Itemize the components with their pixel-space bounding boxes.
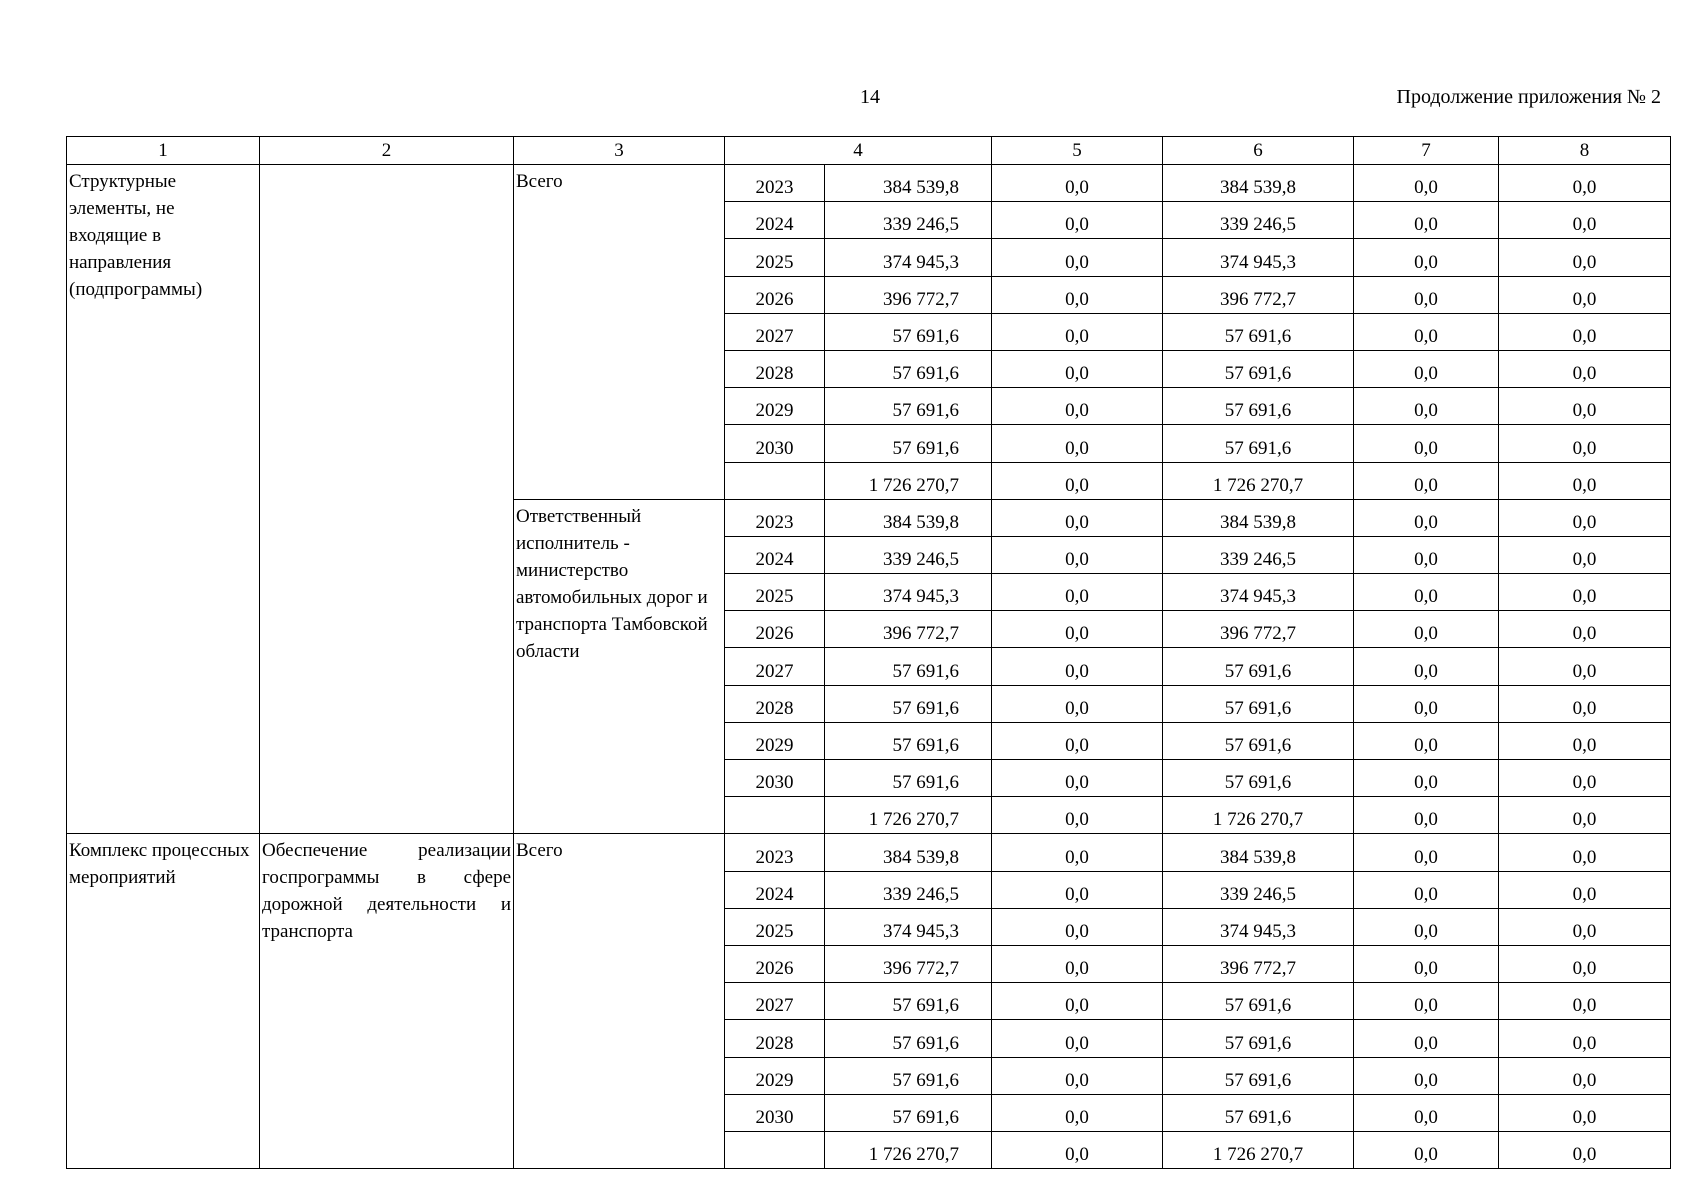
amount-col6-cell: 384 539,8 xyxy=(1163,165,1354,202)
year-cell xyxy=(725,1131,825,1168)
column-number: 2 xyxy=(260,137,514,165)
amount-total-cell: 57 691,6 xyxy=(825,760,992,797)
funding-group-label: Ответственный исполнитель - министерство автомобильных дорог и транспорта Тамбовской области xyxy=(514,499,725,834)
amount-total-cell: 396 772,7 xyxy=(825,945,992,982)
amount-col7-cell: 0,0 xyxy=(1354,165,1499,202)
amount-col7-cell: 0,0 xyxy=(1354,797,1499,834)
amount-col6-cell: 57 691,6 xyxy=(1163,1020,1354,1057)
amount-col8-cell: 0,0 xyxy=(1499,499,1671,536)
column-number: 6 xyxy=(1163,137,1354,165)
amount-col8-cell: 0,0 xyxy=(1499,1020,1671,1057)
amount-col7-cell: 0,0 xyxy=(1354,239,1499,276)
amount-col8-cell: 0,0 xyxy=(1499,685,1671,722)
year-cell: 2026 xyxy=(725,276,825,313)
amount-total-cell: 57 691,6 xyxy=(825,648,992,685)
year-cell: 2028 xyxy=(725,350,825,387)
year-cell: 2027 xyxy=(725,648,825,685)
amount-col7-cell: 0,0 xyxy=(1354,648,1499,685)
year-cell: 2025 xyxy=(725,574,825,611)
funding-group-label: Всего xyxy=(514,834,725,1169)
year-cell xyxy=(725,797,825,834)
amount-col8-cell: 0,0 xyxy=(1499,202,1671,239)
amount-total-cell: 396 772,7 xyxy=(825,611,992,648)
amount-total-cell: 57 691,6 xyxy=(825,685,992,722)
amount-col7-cell: 0,0 xyxy=(1354,871,1499,908)
column-number: 7 xyxy=(1354,137,1499,165)
amount-col5-cell: 0,0 xyxy=(992,350,1163,387)
amount-col5-cell: 0,0 xyxy=(992,1094,1163,1131)
amount-col7-cell: 0,0 xyxy=(1354,1057,1499,1094)
amount-total-cell: 57 691,6 xyxy=(825,1057,992,1094)
year-cell: 2028 xyxy=(725,685,825,722)
amount-col6-cell: 57 691,6 xyxy=(1163,350,1354,387)
year-cell: 2027 xyxy=(725,313,825,350)
funding-group-label: Всего xyxy=(514,165,725,500)
year-cell: 2029 xyxy=(725,388,825,425)
amount-col5-cell: 0,0 xyxy=(992,871,1163,908)
year-cell xyxy=(725,462,825,499)
table-row xyxy=(67,165,1671,202)
amount-col8-cell: 0,0 xyxy=(1499,239,1671,276)
table-row xyxy=(67,834,1671,871)
column-number: 1 xyxy=(67,137,260,165)
amount-col5-cell: 0,0 xyxy=(992,760,1163,797)
amount-total-cell: 374 945,3 xyxy=(825,574,992,611)
amount-col5-cell: 0,0 xyxy=(992,462,1163,499)
amount-col7-cell: 0,0 xyxy=(1354,202,1499,239)
year-cell: 2030 xyxy=(725,425,825,462)
year-cell: 2028 xyxy=(725,1020,825,1057)
amount-col5-cell: 0,0 xyxy=(992,425,1163,462)
amount-col6-cell: 396 772,7 xyxy=(1163,276,1354,313)
amount-col8-cell: 0,0 xyxy=(1499,760,1671,797)
amount-col8-cell: 0,0 xyxy=(1499,425,1671,462)
amount-col7-cell: 0,0 xyxy=(1354,945,1499,982)
amount-col8-cell: 0,0 xyxy=(1499,945,1671,982)
amount-col5-cell: 0,0 xyxy=(992,611,1163,648)
amount-total-cell: 57 691,6 xyxy=(825,350,992,387)
amount-total-cell: 57 691,6 xyxy=(825,313,992,350)
amount-total-cell: 57 691,6 xyxy=(825,425,992,462)
amount-col6-cell: 57 691,6 xyxy=(1163,722,1354,759)
amount-col6-cell: 57 691,6 xyxy=(1163,313,1354,350)
year-cell: 2024 xyxy=(725,536,825,573)
amount-col8-cell: 0,0 xyxy=(1499,574,1671,611)
amount-col6-cell: 374 945,3 xyxy=(1163,574,1354,611)
amount-col7-cell: 0,0 xyxy=(1354,425,1499,462)
amount-col6-cell: 396 772,7 xyxy=(1163,611,1354,648)
amount-total-cell: 57 691,6 xyxy=(825,1094,992,1131)
amount-col8-cell: 0,0 xyxy=(1499,276,1671,313)
amount-col7-cell: 0,0 xyxy=(1354,536,1499,573)
year-cell: 2026 xyxy=(725,611,825,648)
amount-col6-cell: 339 246,5 xyxy=(1163,202,1354,239)
amount-col7-cell: 0,0 xyxy=(1354,276,1499,313)
year-cell: 2023 xyxy=(725,499,825,536)
amount-col7-cell: 0,0 xyxy=(1354,350,1499,387)
amount-col6-cell: 57 691,6 xyxy=(1163,648,1354,685)
budget-table xyxy=(66,136,1671,1169)
amount-total-cell: 57 691,6 xyxy=(825,1020,992,1057)
year-cell: 2026 xyxy=(725,945,825,982)
amount-total-cell: 384 539,8 xyxy=(825,834,992,871)
amount-col7-cell: 0,0 xyxy=(1354,574,1499,611)
amount-col5-cell: 0,0 xyxy=(992,722,1163,759)
amount-col8-cell: 0,0 xyxy=(1499,797,1671,834)
amount-col5-cell: 0,0 xyxy=(992,202,1163,239)
amount-col5-cell: 0,0 xyxy=(992,945,1163,982)
amount-col6-cell: 339 246,5 xyxy=(1163,871,1354,908)
column-number: 4 xyxy=(725,137,992,165)
amount-col7-cell: 0,0 xyxy=(1354,760,1499,797)
amount-col8-cell: 0,0 xyxy=(1499,1094,1671,1131)
amount-col6-cell: 384 539,8 xyxy=(1163,499,1354,536)
year-cell: 2024 xyxy=(725,202,825,239)
year-cell: 2027 xyxy=(725,983,825,1020)
amount-total-cell: 339 246,5 xyxy=(825,202,992,239)
amount-col5-cell: 0,0 xyxy=(992,834,1163,871)
amount-col8-cell: 0,0 xyxy=(1499,388,1671,425)
amount-col7-cell: 0,0 xyxy=(1354,462,1499,499)
amount-col7-cell: 0,0 xyxy=(1354,834,1499,871)
amount-col8-cell: 0,0 xyxy=(1499,834,1671,871)
amount-col7-cell: 0,0 xyxy=(1354,1131,1499,1168)
year-cell: 2029 xyxy=(725,722,825,759)
amount-col8-cell: 0,0 xyxy=(1499,313,1671,350)
amount-col5-cell: 0,0 xyxy=(992,685,1163,722)
amount-col8-cell: 0,0 xyxy=(1499,983,1671,1020)
amount-col6-cell: 1 726 270,7 xyxy=(1163,462,1354,499)
amount-total-cell: 57 691,6 xyxy=(825,722,992,759)
appendix-continuation-label: Продолжение приложения № 2 xyxy=(1396,86,1661,108)
amount-col6-cell: 1 726 270,7 xyxy=(1163,797,1354,834)
amount-col5-cell: 0,0 xyxy=(992,276,1163,313)
amount-total-cell: 57 691,6 xyxy=(825,388,992,425)
amount-col5-cell: 0,0 xyxy=(992,165,1163,202)
section-description: Обеспечение реализации госпрограммы в сфере дорожной деятельности и транспорта xyxy=(260,834,514,1169)
year-cell: 2025 xyxy=(725,239,825,276)
amount-total-cell: 339 246,5 xyxy=(825,871,992,908)
amount-col7-cell: 0,0 xyxy=(1354,685,1499,722)
year-cell: 2023 xyxy=(725,165,825,202)
amount-col7-cell: 0,0 xyxy=(1354,611,1499,648)
year-cell: 2025 xyxy=(725,908,825,945)
amount-col7-cell: 0,0 xyxy=(1354,1094,1499,1131)
amount-col7-cell: 0,0 xyxy=(1354,1020,1499,1057)
amount-col5-cell: 0,0 xyxy=(992,1020,1163,1057)
column-number: 8 xyxy=(1499,137,1671,165)
amount-col8-cell: 0,0 xyxy=(1499,165,1671,202)
amount-col6-cell: 57 691,6 xyxy=(1163,425,1354,462)
amount-col8-cell: 0,0 xyxy=(1499,908,1671,945)
amount-col5-cell: 0,0 xyxy=(992,574,1163,611)
amount-col8-cell: 0,0 xyxy=(1499,536,1671,573)
amount-col8-cell: 0,0 xyxy=(1499,1057,1671,1094)
amount-col6-cell: 384 539,8 xyxy=(1163,834,1354,871)
year-cell: 2029 xyxy=(725,1057,825,1094)
column-number-row xyxy=(67,137,1671,165)
year-cell: 2030 xyxy=(725,760,825,797)
amount-total-cell: 374 945,3 xyxy=(825,239,992,276)
amount-col6-cell: 339 246,5 xyxy=(1163,536,1354,573)
amount-col5-cell: 0,0 xyxy=(992,1057,1163,1094)
year-cell: 2024 xyxy=(725,871,825,908)
amount-col7-cell: 0,0 xyxy=(1354,499,1499,536)
amount-total-cell: 1 726 270,7 xyxy=(825,462,992,499)
amount-col5-cell: 0,0 xyxy=(992,1131,1163,1168)
year-cell: 2023 xyxy=(725,834,825,871)
amount-col5-cell: 0,0 xyxy=(992,499,1163,536)
amount-col8-cell: 0,0 xyxy=(1499,648,1671,685)
section-name: Структурные элементы, не входящие в направления (подпрограммы) xyxy=(67,165,260,834)
amount-col5-cell: 0,0 xyxy=(992,648,1163,685)
year-cell: 2030 xyxy=(725,1094,825,1131)
amount-col7-cell: 0,0 xyxy=(1354,388,1499,425)
amount-col5-cell: 0,0 xyxy=(992,536,1163,573)
amount-col5-cell: 0,0 xyxy=(992,239,1163,276)
amount-col6-cell: 57 691,6 xyxy=(1163,1094,1354,1131)
section-name: Комплекс процессных мероприятий xyxy=(67,834,260,1169)
amount-col6-cell: 374 945,3 xyxy=(1163,908,1354,945)
amount-col8-cell: 0,0 xyxy=(1499,871,1671,908)
amount-total-cell: 396 772,7 xyxy=(825,276,992,313)
amount-col6-cell: 374 945,3 xyxy=(1163,239,1354,276)
amount-col7-cell: 0,0 xyxy=(1354,722,1499,759)
amount-col5-cell: 0,0 xyxy=(992,908,1163,945)
section-description xyxy=(260,165,514,834)
amount-col8-cell: 0,0 xyxy=(1499,1131,1671,1168)
amount-col7-cell: 0,0 xyxy=(1354,983,1499,1020)
amount-total-cell: 374 945,3 xyxy=(825,908,992,945)
amount-total-cell: 1 726 270,7 xyxy=(825,797,992,834)
amount-col6-cell: 57 691,6 xyxy=(1163,1057,1354,1094)
amount-col6-cell: 1 726 270,7 xyxy=(1163,1131,1354,1168)
amount-col5-cell: 0,0 xyxy=(992,983,1163,1020)
amount-col6-cell: 57 691,6 xyxy=(1163,685,1354,722)
amount-col5-cell: 0,0 xyxy=(992,313,1163,350)
amount-col6-cell: 57 691,6 xyxy=(1163,760,1354,797)
amount-total-cell: 384 539,8 xyxy=(825,499,992,536)
amount-col8-cell: 0,0 xyxy=(1499,350,1671,387)
amount-col7-cell: 0,0 xyxy=(1354,313,1499,350)
amount-col8-cell: 0,0 xyxy=(1499,722,1671,759)
amount-col8-cell: 0,0 xyxy=(1499,611,1671,648)
amount-col7-cell: 0,0 xyxy=(1354,908,1499,945)
amount-col8-cell: 0,0 xyxy=(1499,462,1671,499)
amount-total-cell: 1 726 270,7 xyxy=(825,1131,992,1168)
page-number: 14 xyxy=(860,86,880,108)
column-number: 5 xyxy=(992,137,1163,165)
amount-total-cell: 57 691,6 xyxy=(825,983,992,1020)
amount-col6-cell: 57 691,6 xyxy=(1163,388,1354,425)
amount-total-cell: 384 539,8 xyxy=(825,165,992,202)
column-number: 3 xyxy=(514,137,725,165)
amount-col6-cell: 57 691,6 xyxy=(1163,983,1354,1020)
amount-total-cell: 339 246,5 xyxy=(825,536,992,573)
amount-col6-cell: 396 772,7 xyxy=(1163,945,1354,982)
amount-col5-cell: 0,0 xyxy=(992,388,1163,425)
amount-col5-cell: 0,0 xyxy=(992,797,1163,834)
